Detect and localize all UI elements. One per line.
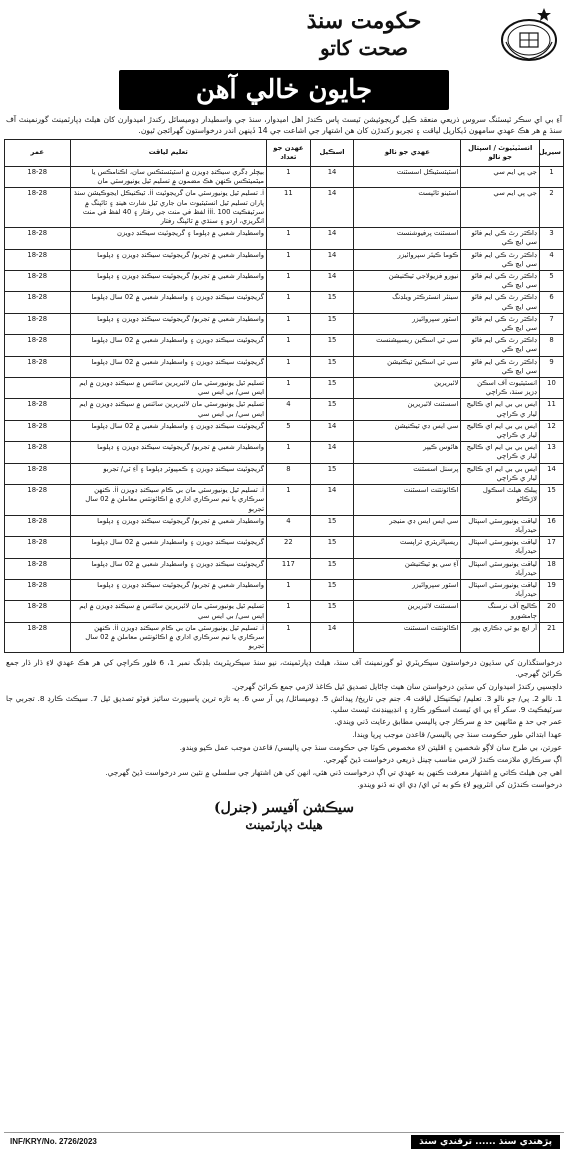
- count-cell: 1: [267, 485, 311, 516]
- institute-cell: پبلڪ هيلٿ اسڪول لاڙڪاڻو: [461, 485, 540, 516]
- count-cell: 1: [267, 313, 311, 334]
- table-row: [5, 515, 564, 536]
- age-cell: 18-28: [5, 622, 71, 653]
- vacancies-table: [4, 139, 564, 653]
- table-row: [5, 485, 564, 516]
- age-cell: [5, 378, 71, 399]
- qualification-cell: گريجوئيٽ سيڪنڊ ڊويزن ۽ واسطيدار شعبي ۾ 02 سال ڊپلوما: [70, 537, 267, 558]
- age-cell: 18-28: [5, 292, 71, 313]
- qualification-cell: واسطيدار شعبي ۾ تجربو/ گريجوئيٽ سيڪنڊ ڊويزن ۽ ڊپلوما: [70, 313, 267, 334]
- table-row: [5, 558, 564, 579]
- serial-cell: 3: [539, 228, 563, 249]
- qualification-cell: واسطيدار شعبي ۾ تجربو/ گريجوئيٽ سيڪنڊ ڊويزن ۽ ڊپلوما: [70, 442, 267, 463]
- age-cell: 18-28: [5, 188, 71, 228]
- table-row: [5, 622, 564, 653]
- advertisement-page: [4, 4, 564, 1157]
- table-row: [5, 335, 564, 356]
- table-row: [5, 356, 564, 377]
- post-cell: هائوس ڪيپر: [354, 442, 461, 463]
- serial-cell: 19: [539, 579, 563, 600]
- scale-cell: 15: [310, 579, 354, 600]
- post-cell: سينئر انسٽرڪٽر ويلڊنگ: [354, 292, 461, 313]
- header-scale: اسڪيل: [310, 140, 354, 167]
- age-cell: 18-28: [5, 249, 71, 270]
- serial-cell: 2: [539, 188, 563, 228]
- scale-cell: 14: [310, 485, 354, 516]
- institute-cell: ايس بي بي ايم اي ڪاليج ليار ي ڪراچي: [461, 463, 540, 484]
- serial-cell: 9: [539, 356, 563, 377]
- count-cell: 1: [267, 356, 311, 377]
- qualification-cell: تسليم ٿيل يونيورسٽي مان لائبريرين سائنس ۾ سيڪنڊ ڊويزن ۾ ايم ايس سي/ بي ايس سي: [70, 378, 267, 399]
- age-cell: 18-28: [5, 442, 71, 463]
- institute-cell: جي پي ايم سي: [461, 167, 540, 188]
- post-cell: اسٽور سپروائيزر: [354, 313, 461, 334]
- table-row: [5, 167, 564, 188]
- qualification-cell: واسطيدار شعبي ۾ تجربو/ گريجوئيٽ سيڪنڊ ڊويزن ۽ ڊپلوما: [70, 249, 267, 270]
- table-row: [5, 271, 564, 292]
- signature-department: هيلٿ ڊپارٽمينٽ: [245, 817, 323, 832]
- post-cell: اسٽور سپروائيزر: [354, 579, 461, 600]
- note-paragraph: درخواست ڪندڙن کي انٽرويو لاءِ ڪو به ٽي اي/ ڊي اي نه ڏنو ويندو.: [357, 780, 562, 790]
- count-cell: 8: [267, 463, 311, 484]
- post-cell: لائبريرين: [354, 378, 461, 399]
- scale-cell: 15: [310, 378, 354, 399]
- scale-cell: 14: [310, 188, 354, 228]
- serial-cell: 11: [539, 399, 563, 420]
- serial-cell: 10: [539, 378, 563, 399]
- serial-cell: 7: [539, 313, 563, 334]
- age-cell: 18-28: [5, 601, 71, 622]
- age-cell: 18-28: [5, 228, 71, 249]
- post-cell: اڪائونٽنٽ اسسٽنٽ: [354, 485, 461, 516]
- count-cell: 1: [267, 167, 311, 188]
- post-cell: سي ايس ايس ڊي منيجر: [354, 515, 461, 536]
- serial-cell: 14: [539, 463, 563, 484]
- post-cell: سي ٽي اسڪين ٽيڪنيشن: [354, 356, 461, 377]
- serial-cell: 5: [539, 271, 563, 292]
- scale-cell: 14: [310, 271, 354, 292]
- age-cell: 18-28: [5, 271, 71, 292]
- scale-cell: 14: [310, 442, 354, 463]
- table-row: [5, 601, 564, 622]
- table-row: [5, 188, 564, 228]
- header-institute: انسٽيٽيوٽ / اسپتال جو نالو: [461, 140, 540, 167]
- serial-cell: 18: [539, 558, 563, 579]
- serial-cell: 16: [539, 515, 563, 536]
- serial-cell: 8: [539, 335, 563, 356]
- age-cell: 18-28: [5, 356, 71, 377]
- age-cell: 18-28: [5, 167, 71, 188]
- qualification-cell: واسطيدار شعبي ۾ تجربو/ گريجوئيٽ سيڪنڊ ڊويزن ۽ ڊپلوما: [70, 579, 267, 600]
- header-serial: سيريل: [539, 140, 563, 167]
- scale-cell: 14: [310, 420, 354, 441]
- count-cell: 4: [267, 515, 311, 536]
- serial-cell: 17: [539, 537, 563, 558]
- scale-cell: 14: [310, 228, 354, 249]
- header-count: عهدن جو تعداد: [267, 140, 311, 167]
- note-paragraph: عمر جي حد ۾ مٿانهين حد ۾ سرڪار جي پاليسي مطابق رعايت ڏني ويندي.: [334, 717, 562, 727]
- institute-cell: لياقت يونيورسٽي اسپتال حيدرآباد: [461, 558, 540, 579]
- post-cell: نيورو فزيولاجي ٽيڪنيشن: [354, 271, 461, 292]
- reference-number: INF/KRY/No. 2726/2023: [10, 1137, 97, 1146]
- scale-cell: 15: [310, 463, 354, 484]
- institute-cell: ڊاڪٽر رٿ ڪي ايم فائو سي ايچ ڪي: [461, 313, 540, 334]
- header-qualification: تعليم لياقت: [70, 140, 267, 167]
- institute-cell: لياقت يونيورسٽي اسپتال حيدرآباد: [461, 579, 540, 600]
- post-cell: اسسٽنٽ پرفيوشنسٽ: [354, 228, 461, 249]
- serial-cell: 4: [539, 249, 563, 270]
- slogan-strip: پڙهندي سنڌ ...... ترقندي سنڌ: [411, 1135, 560, 1149]
- scale-cell: 15: [310, 515, 354, 536]
- note-paragraph: دلچسپي رکندڙ اميدوارن کي سڌين درخواستن سان هيٺ ڄاڻايل تصديق ٿيل ڪاغذ لازمي جمع ڪرائڻ گهرجن.: [231, 681, 562, 691]
- scale-cell: 15: [310, 537, 354, 558]
- count-cell: 5: [267, 420, 311, 441]
- signature-title: سيڪشن آفيسر (جنرل): [213, 799, 355, 816]
- qualification-cell: تسليم ٿيل يونيورسٽي مان لائبريرين سائنس ۾ سيڪنڊ ڊويزن ۾ ايم ايس سي/ بي ايس سي: [70, 601, 267, 622]
- post-cell: آءِ سي يو ٽيڪنيشن: [354, 558, 461, 579]
- footer: [4, 1132, 564, 1151]
- institute-cell: جي پي ايم سي: [461, 188, 540, 228]
- table-row: [5, 442, 564, 463]
- signature-block: [4, 799, 564, 833]
- count-cell: 1: [267, 601, 311, 622]
- institute-cell: ايس بي بي ايم اي ڪاليج ليار ي ڪراچي: [461, 399, 540, 420]
- serial-cell: 15: [539, 485, 563, 516]
- age-cell: 18-28: [5, 485, 71, 516]
- vacancies-banner: جايون خالي آهن: [119, 70, 449, 110]
- age-cell: 18-28: [5, 537, 71, 558]
- table-row: [5, 579, 564, 600]
- age-cell: 18-28: [5, 515, 71, 536]
- post-cell: ڪوما ڪيئر سپروائيزر: [354, 249, 461, 270]
- scale-cell: 15: [310, 558, 354, 579]
- count-cell: 1: [267, 579, 311, 600]
- note-paragraph: عهدا ابتدائي طور حڪومت سنڌ جي پاليسي/ قاعدن موجب ڀريا ويندا.: [352, 729, 562, 739]
- scale-cell: 14: [310, 622, 354, 653]
- count-cell: 1: [267, 378, 311, 399]
- government-title: حکومت سنڌ: [306, 8, 422, 34]
- qualification-cell: i. تسليم ٿيل يونيورسٽي مان بي ڪام سيڪنڊ ڊويزن ii. ڪنهن سرڪاري يا نيم سرڪاري اداري ۾ اڪائونٽس معاملن ۾ 02 سال تجربو: [70, 485, 267, 516]
- scale-cell: 14: [310, 167, 354, 188]
- table-row: [5, 249, 564, 270]
- age-cell: 18-28: [5, 463, 71, 484]
- institute-cell: ڪاليج آف نرسنگ ڄامشورو: [461, 601, 540, 622]
- intro-paragraph: آءِ بي اي سڪر ٽيسٽنگ سروس ذريعي منعقد ڪيل گريجوئيشن ٽيسٽ پاس ڪندڙ اهل اميدوار، سنڌ جي واسطيدار ڊوميسائل رکندڙ اميدوارن کان هيلٿ ڊپارٽمينٽ گورنمينٽ آف سنڌ ۾ هر هڪ عهدي سامهون ڏيکاريل لياقت ۽ تجربو رکندڙن کان هن اشتهار جي اشاعت جي 14 ڏينهن اندر درخواستون گهرائجن ٿيون.: [6, 115, 562, 135]
- qualification-cell: گريجوئيٽ سيڪنڊ ڊويزن ۽ واسطيدار شعبي ۾ 02 سال ڊپلوما: [70, 356, 267, 377]
- post-cell: اڪائونٽنٽ اسسٽنٽ: [354, 622, 461, 653]
- post-cell: سي ٽي اسڪين ريسيپشنسٽ: [354, 335, 461, 356]
- table-row: [5, 537, 564, 558]
- scale-cell: 15: [310, 399, 354, 420]
- institute-cell: لياقت يونيورسٽي اسپتال حيدرآباد: [461, 537, 540, 558]
- table-row: [5, 292, 564, 313]
- note-paragraph: عورتن، بي طرح سان لاڳو شخصين ۽ اقليتن لاءِ مخصوص ڪوٽا جي حڪومت سنڌ جي پاليسي/ قاعدن موجب عمل ڪيو ويندو.: [179, 742, 562, 752]
- header: [4, 4, 564, 66]
- table-row: [5, 313, 564, 334]
- table-row: [5, 463, 564, 484]
- qualification-cell: گريجوئيٽ سيڪنڊ ڊويزن ۽ واسطيدار شعبي ۾ 02 سال ڊپلوما: [70, 558, 267, 579]
- scale-cell: 15: [310, 335, 354, 356]
- post-cell: سي ايس ڊي ٽيڪنيشن: [354, 420, 461, 441]
- qualification-cell: گريجوئيٽ سيڪنڊ ڊويزن ۽ ڪمپيوٽر ڊپلوما ۽ آءِ ٽي/ تجربو: [70, 463, 267, 484]
- scale-cell: 15: [310, 292, 354, 313]
- note-paragraph: اهي جن هيلٿ ڪاتي ۾ اشتهار معرفت ڪنهن به عهدي تي اڳ درخواست ڏني هئي، انهن کي هن اشتهار جي سلسلي ۾ نئين سر درخواست ڏيڻ گهرجي.: [105, 767, 562, 777]
- institute-cell: ڊاڪٽر رٿ ڪي ايم فائو سي ايچ ڪي: [461, 292, 540, 313]
- qualification-cell: گريجوئيٽ سيڪنڊ ڊويزن ۽ واسطيدار شعبي ۾ 02 سال ڊپلوما: [70, 420, 267, 441]
- post-cell: اسسٽنٽ لائبريرين: [354, 601, 461, 622]
- table-row: [5, 378, 564, 399]
- institute-cell: آر ايڇ يو ٽي ڊڪاري پور: [461, 622, 540, 653]
- count-cell: 1: [267, 249, 311, 270]
- post-cell: اسٽينو ٽائپسٽ: [354, 188, 461, 228]
- institute-cell: ايس بي بي ايم اي ڪاليج ليار ي ڪراچي: [461, 442, 540, 463]
- serial-cell: 12: [539, 420, 563, 441]
- age-cell: 18-28: [5, 313, 71, 334]
- count-cell: 1: [267, 271, 311, 292]
- scale-cell: 15: [310, 601, 354, 622]
- qualification-cell: تسليم ٿيل يونيورسٽي مان لائبريرين سائنس ۾ سيڪنڊ ڊويزن ۾ ايم ايس سي/ بي ايس سي: [70, 399, 267, 420]
- scale-cell: 15: [310, 313, 354, 334]
- sindh-emblem-icon: [498, 6, 560, 64]
- serial-cell: 21: [539, 622, 563, 653]
- table-header-row: [5, 140, 564, 167]
- scale-cell: 15: [310, 356, 354, 377]
- table-row: [5, 420, 564, 441]
- post-cell: اسٽيٽسٽيڪل اسسٽنٽ: [354, 167, 461, 188]
- qualification-cell: i. تسليم ٿيل يونيورسٽي مان گريجوئيٽ ii. ٽيڪنيڪل ايجوڪيشن سنڌ پاران تسليم ٿيل انسٽيٽيوٽ مان جاري ٿيل شارٽ هينڊ ۽ ٽائپنگ ۾ سرٽيفڪيٽ iii. 100 لفظ في منٽ جي رفتار ۽ 40 لفظ في منٽ انگريزي، اردو ۽ سنڌي ۾ ٽائپنگ رفتار: [70, 188, 267, 228]
- notes-section: [6, 658, 562, 791]
- department-title: صحت کاتو: [319, 36, 408, 60]
- qualification-cell: گريجوئيٽ سيڪنڊ ڊويزن ۽ واسطيدار شعبي ۾ 02 سال ڊپلوما: [70, 335, 267, 356]
- count-cell: 22: [267, 537, 311, 558]
- qualification-cell: گريجوئيٽ سيڪنڊ ڊويزن ۽ واسطيدار شعبي ۾ 02 سال ڊپلوما: [70, 292, 267, 313]
- qualification-cell: واسطيدار شعبي ۾ تجربو/ گريجوئيٽ سيڪنڊ ڊويزن ۽ ڊپلوما: [70, 515, 267, 536]
- serial-cell: 1: [539, 167, 563, 188]
- institute-cell: ڊاڪٽر رٿ ڪي ايم فائو سي ايچ ڪي: [461, 335, 540, 356]
- count-cell: 11: [267, 188, 311, 228]
- count-cell: 1: [267, 335, 311, 356]
- serial-cell: 20: [539, 601, 563, 622]
- count-cell: 1: [267, 622, 311, 653]
- count-cell: 1: [267, 292, 311, 313]
- note-paragraph: درخواستگذارن کي سڌيون درخواستون سيڪريٽري ٽو گورنمينٽ آف سنڌ، هيلٿ ڊپارٽمينٽ، نيو سنڌ سيڪريٽريٽ بلڊنگ نمبر 1، 6 فلور ڪراچي کي هر هڪ عهدي لاءِ ڌار ڌار جمع ڪرائڻ گهرجي.: [6, 658, 562, 678]
- count-cell: 117: [267, 558, 311, 579]
- note-paragraph: 1. نالو 2. پي/ جو نالو 3. تعليم/ ٽيڪنيڪل لياقت 4. جنم جي تاريخ/ پيدائش 5. ڊوميسائل/ پي آر سي 6. ٻه تازه ترين پاسپورٽ سائيز فوٽو تصديق ٿيل 7. سيڪٽ ڪارڊ 8. تجربي جا سرٽيفڪيٽ 9. سکر آءِ بي اي ٽيسٽ اسڪور ڪارڊ ۽ انڊيپينڊنٽ ٽيسٽ سلپ.: [6, 694, 563, 714]
- age-cell: 18-28: [5, 579, 71, 600]
- serial-cell: 6: [539, 292, 563, 313]
- qualification-cell: واسطيدار شعبي ۾ تجربو/ گريجوئيٽ سيڪنڊ ڊويزن ۽ ڊپلوما: [70, 271, 267, 292]
- table-row: [5, 228, 564, 249]
- age-cell: 18-28: [5, 420, 71, 441]
- institute-cell: لياقت يونيورسٽي اسپتال حيدرآباد: [461, 515, 540, 536]
- note-paragraph: اڳ سرڪاري ملازمت ڪندڙ لازمي مناسب چينل ذريعي درخواست ڏيڻ گهرجي.: [323, 755, 562, 765]
- serial-cell: 13: [539, 442, 563, 463]
- qualification-cell: واسطيدار شعبي ۾ ڊپلوما ۽ گريجوئيٽ سيڪنڊ ڊويزن: [70, 228, 267, 249]
- institute-cell: ڊاڪٽر رٿ ڪي ايم فائو سي ايچ ڪي: [461, 271, 540, 292]
- institute-cell: ڊاڪٽر رٿ ڪي ايم فائو سي ايچ ڪي: [461, 228, 540, 249]
- age-cell: 18-28: [5, 558, 71, 579]
- count-cell: 4: [267, 399, 311, 420]
- qualification-cell: بيچلر ڊگري سيڪنڊ ڊويزن ۾ اسٽيٽسٽڪس سان، اڪنامڪس يا ميٿميٽڪس ڪنهن هڪ مضمون ۾ تسليم ٿيل يونيورسٽي مان: [70, 167, 267, 188]
- institute-cell: انسٽيٽيوٽ آف اسڪن ڊزيز سنڌ، ڪراچي: [461, 378, 540, 399]
- header-age: عمر: [5, 140, 71, 167]
- age-cell: 18-28: [5, 399, 71, 420]
- institute-cell: ڊاڪٽر رٿ ڪي ايم فائو سي ايچ ڪي: [461, 249, 540, 270]
- count-cell: 1: [267, 228, 311, 249]
- table-row: [5, 399, 564, 420]
- post-cell: ريسپائريٽري ٿراپسٽ: [354, 537, 461, 558]
- institute-cell: ايس بي بي ايم اي ڪاليج ليار ي ڪراچي: [461, 420, 540, 441]
- scale-cell: 14: [310, 249, 354, 270]
- post-cell: اسسٽنٽ لائبريرين: [354, 399, 461, 420]
- count-cell: 1: [267, 442, 311, 463]
- institute-cell: ڊاڪٽر رٿ ڪي ايم فائو سي ايچ ڪي: [461, 356, 540, 377]
- age-cell: 18-28: [5, 335, 71, 356]
- qualification-cell: i. تسليم ٿيل يونيورسٽي مان بي ڪام سيڪنڊ ڊويزن ii. ڪنهن سرڪاري يا نيم سرڪاري اداري ۾ اڪائونٽس معاملن ۾ 02 سال تجربو: [70, 622, 267, 653]
- post-cell: پرسنل اسسٽنٽ: [354, 463, 461, 484]
- header-post: عهدي جو نالو: [354, 140, 461, 167]
